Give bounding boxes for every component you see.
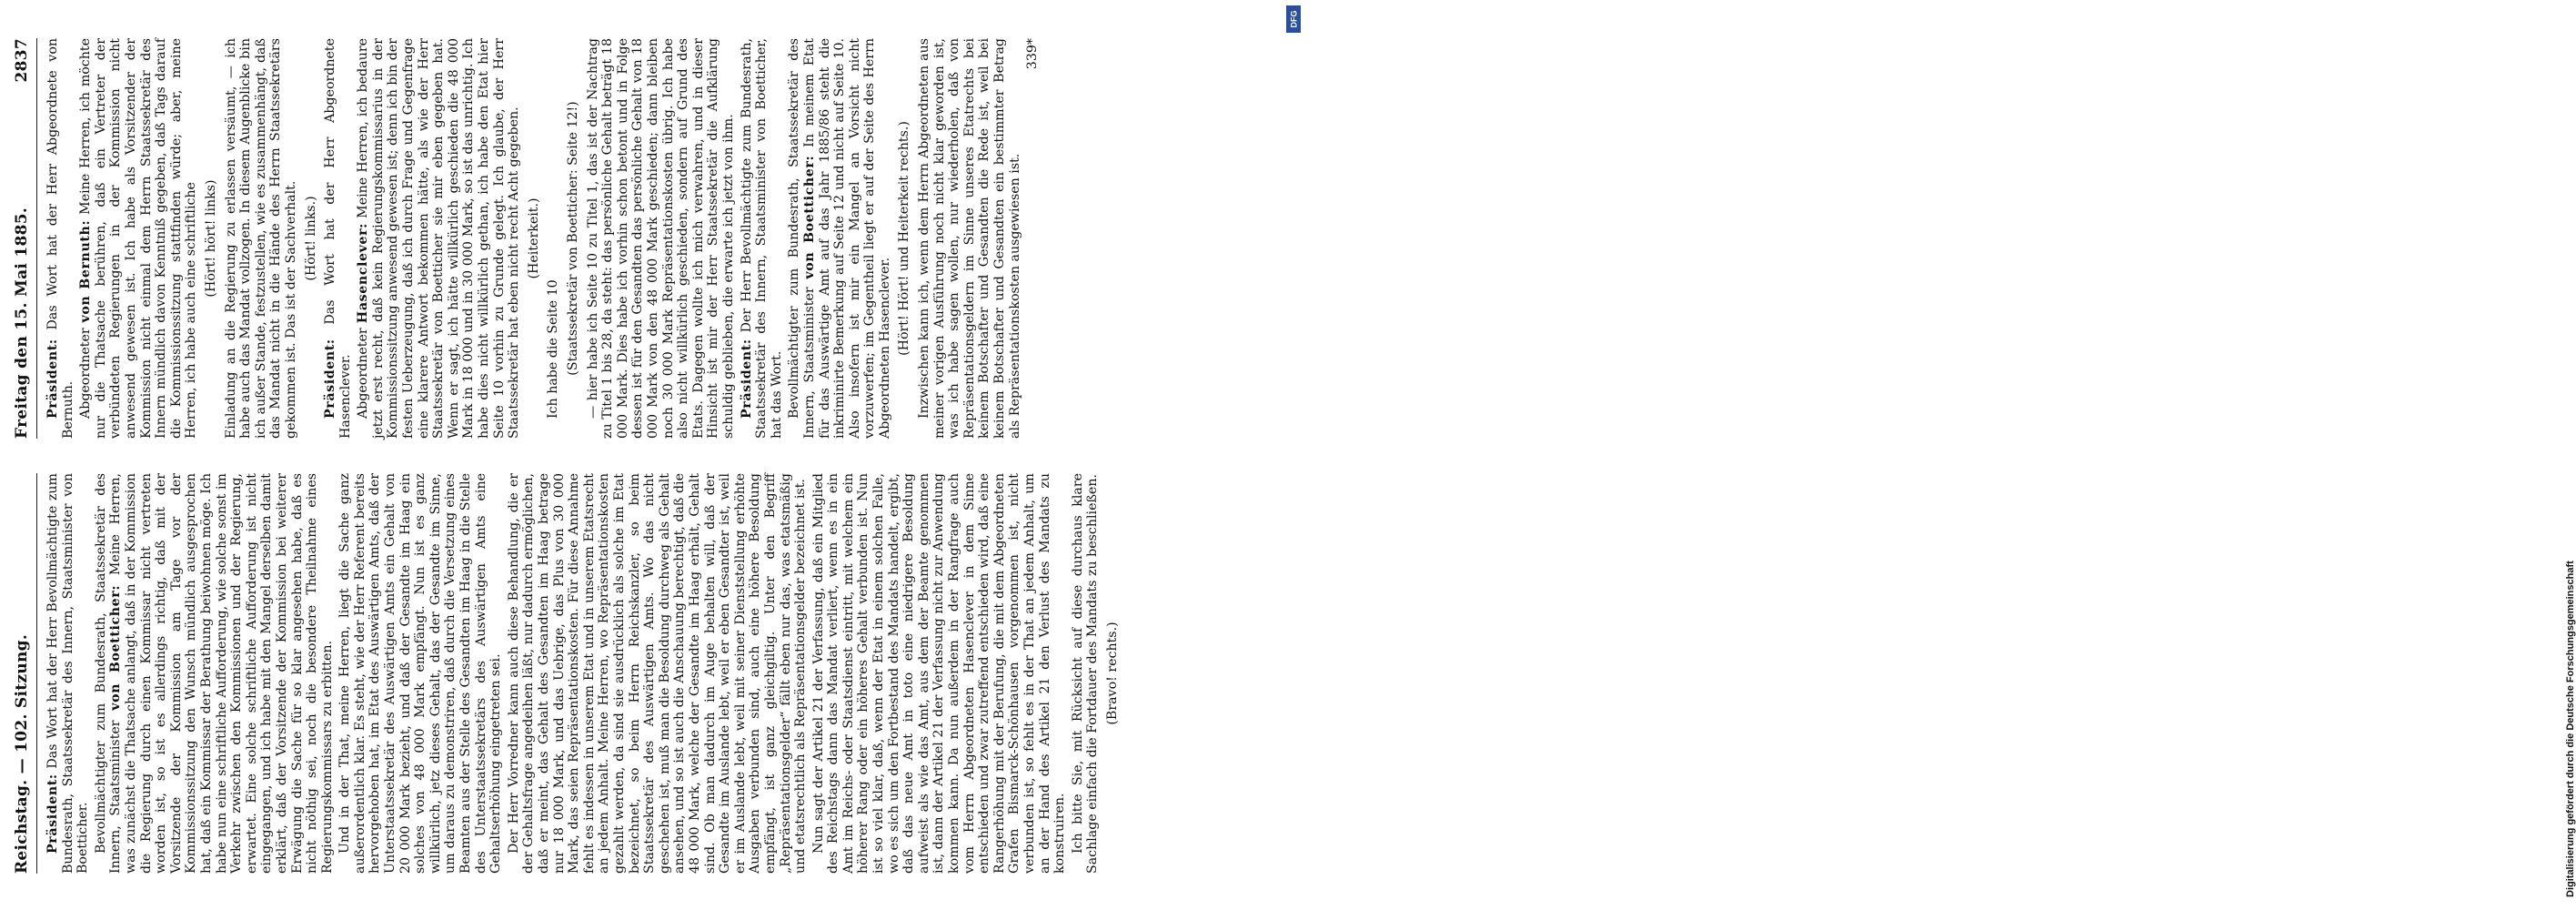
paragraph: Inzwischen kann ich, wenn dem Herrn Abgeordneten aus meiner vorigen Ausführung noch nicht klar geworden ist, was ich habe sagen wollen, nur wiederholen, daß von Repräsentationsgeldern im Sinne unseres Etatrechts bei keinem Botschafter und Gesandten die Rede ist, weil bei keinem Botschafter und Gesandten ein bestimmter Betrag als Repräsentationskosten ausgewiesen ist. [917, 38, 1022, 439]
speech-text: Der Herr Bevollmächtigte zum Bundesrath, Staatssekretär des Innern, Staatsminister von Boetticher, hat das Wort. [739, 38, 784, 439]
speaker-name: Hasenclever: [356, 223, 371, 324]
reaction: (Hört! hört! links) [203, 179, 218, 298]
page-number: 2837 [13, 38, 31, 83]
speech-text: Das Wort hat der Herr Abgeordnete Hasenclever. [323, 38, 353, 439]
dfg-logo-text: DFG [1289, 10, 1298, 28]
speech-text: Bevollmächtigter zum Bundesrath, Staatssekretär des Innern, Staatsminister [787, 38, 817, 439]
digitization-note: Digitalisierung gefördert durch die Deutsche Forschungsgemeinschaft [2565, 561, 2576, 897]
paragraph: Nun sagt der Artikel 21 der Verfassung, daß ein Mitglied des Reichstags dann das Mandat verliert, wenn es in ein Amt im Reichs- oder Staatsdienst eintritt, mit welchem ein höherer Rang oder ein höheres Gehalt verbunden ist. Nun ist so viel klar, daß, wenn der Etat in einem solchen Falle, wo es sich um den Fortbestand des Mandats handelt, ergibt, daß das neue Amt in toto eine niedrigere Besoldung aufweist als wie das Amt, aus dem der Beamte genommen ist, dann der Artikel 21 der Verfassung nicht zur Anwendung kommen kann. Da nun außerdem in der Rangfrage auch vom Herrn Abgeordneten Hasenclever in dem Sinne entschieden und zwar zutreffend entschieden wird, daß eine Rangerhöhung mit der Berufung, die mit dem Abgeordneten Grafen Bismarck-Schönhausen vorgenommen ist, nicht verbunden ist, so fehlt es in der That an jedem Anhalt, um an der Hand des Artikel 21 den Verlust des Mandats zu konstruiren. [810, 473, 1068, 874]
paragraph [787, 38, 892, 439]
digitization-strip [1272, 0, 2576, 910]
rotated-page [0, 0, 1283, 910]
dfg-logo [1286, 5, 1301, 33]
signature-mark: 339* [1025, 38, 1041, 70]
speech-text: Das Wort hat der Herr Abgeordnete von Bernuth. [45, 37, 75, 439]
header-rule-right [36, 38, 37, 439]
paragraph [356, 38, 522, 439]
speech-text: Das Wort hat der Herr Bevollmächtigte zum Bundesrath, Staatssekretär des Innern, Staatsminister von Boetticher. [45, 472, 91, 874]
paragraph: — hier habe ich Seite 10 zu Titel 1, das ist der Nachtrag zu Titel 1 bis 28, da steht: das persönliche Gehalt beträgt 18 000 Mark. Dies habe ich vorhin schon betont und in Folge dessen ist für den Gesandten das persönliche Gehalt von 18 000 Mark von den 48 000 Mark geschieden; dann bleiben noch 30 000 Mark Repräsentationskosten übrig. Ich habe also nicht willkürlich geschieden, sondern auf Grund des Etats. Dagegen wollte ich mich verwahren, und in dieser Hinsicht ist mir der Herr Staatssekretär die Aufklärung schuldig geblieben, die erwarte ich jetzt von ihm. [585, 38, 736, 439]
paragraph: Ich bitte Sie, mit Rücksicht auf diese durchaus klare Sachlage einfach die Fortdauer des Mandats zu beschließen. [1070, 473, 1101, 874]
speaker-name: von Boetticher: [108, 584, 124, 711]
speech-text: Abgeordneter [78, 328, 94, 419]
paragraph [45, 473, 91, 874]
paragraph [94, 473, 336, 874]
header-rule-left [36, 473, 37, 874]
paragraph [323, 38, 353, 439]
speech-text: Abgeordneter [356, 328, 371, 419]
header-left: Reichstag. — 102. Sitzung. [13, 633, 31, 874]
speech-text: In meinem Etat für das Auswärtige Amt auf das Jahr 1885/86 steht die inkriminirte Bemerkung auf Seite 12 und nicht auf Seite 10. Also insofern ist mir ein Mangel an Vorsicht nicht vorzuwerfen; im Gegentheil liegt er auf der Seite des Herrn Abgeordneten Hasenclever. [801, 38, 892, 439]
column-left [45, 473, 1125, 874]
reaction: (Staatssekretär von Boetticher: Seite 12!) [566, 101, 580, 376]
speech-text: Meine Herren, was zunächst die Thatsache anlangt, daß in der Kommission die Regierung durch einen Kommissar nicht vertreten worden ist, so ist es allerdings richtig, daß mit der Vorsitzende der Kommission am Tage vor der Kommissionssitzung den Wunsch mündlich ausgesprochen hat, daß ein Kommissar der Berathung beiwohnen möge. Ich habe nun eine schriftliche Aufforderung, wie solche sonst im Verkehr zwischen den Kommissionen und der Regierung, erwartet. Eine solche schriftliche Aufforderung ist nicht eingegangen, und ich habe mit den Mangel derselben damit erklärt, daß der Vorsitzende der Kommission bei weiterer Erwägung die Sache für so klar angesehen habe, daß es nicht nöthig sei, noch die besondere Theilnahme eines Regierungskommissars zu erbitten. [108, 473, 335, 874]
reaction: (Bravo! rechts.) [1104, 622, 1120, 725]
paragraph: Der Herr Vorredner kann auch diese Behandlung, die er der Gehaltsfrage angedeihen läßt, nur dadurch ermöglichen, daß er meint, das Gehalt des Gesandten im Haag betrage nur 18 000 Mark, und das Uebrige, das Plus von 30 000 Mark, das seien Repräsentationskosten. Für diese Annahme fehlt es indessen in unserem Etat und in unserem Etatsrecht an jedem Anhalt. Meine Herren, wo Repräsentationskosten gezahlt werden, da sind sie ausdrücklich als solche im Etat bezeichnet, so beim Herrn Reichskanzler, so beim Staatssekretär des Auswärtigen Amts. Wo das nicht geschehen ist, muß man die Besoldung durchweg als Gehalt ansehen, und so ist auch die Anschauung berechtigt, daß die 48 000 Mark, welche der Gesandte im Haag erhält, Gehalt sind. Ob man dadurch im Auge behalten will, daß der Gesandte im Auslande lebt, weil er eben Gesandter ist, weil er im Auslande lebt, weil mit seiner Dienststellung erhöhte Ausgaben verbunden sind, auch eine höhere Besoldung empfängt, ist ganz gleichgiltig. Unter den Begriff „Repräsentationsgelder“ fällt eben nur das, was etatsmäßig und etatsrechtlich als Repräsentationsgelder bezeichnet ist. [506, 473, 809, 874]
paragraph [78, 38, 199, 439]
speaker-name: Präsident: [45, 774, 60, 854]
header-date: Freitag den 15. Mai 1885. [13, 207, 31, 439]
paragraph: Und in der That, meine Herren, liegt die Sache ganz außerordentlich klar. Es steht, wie der Herr Referent bereits hervorgehoben hat, im Etat des Auswärtigen Amts, daß der Unterstaatssekretär des Auswärtigen Amts ein Gehalt von 20 000 Mark bezieht, und daß der Gesandte im Haag ein solches von 48 000 Mark empfängt. Nun ist es ganz willkürlich, jetz dieses Gehalt, das der Gesandte im Sinne, um daraus zu demonstriren, daß durch die Versetzung eines Beamten aus der Stelle des Gesandten im Haag in die Stelle des Unterstaatssekretärs des Auswärtigen Amts eine Gehaltserhöhung eingetreten sei. [337, 473, 504, 874]
speaker-name: von Bernuth: [78, 219, 94, 323]
speaker-name: Präsident: [739, 339, 754, 419]
speaker-name: von Boetticher: [801, 155, 817, 279]
speaker-name: Präsident: [323, 339, 338, 419]
column-right [45, 38, 1043, 439]
reaction: (Heiterkeit.) [526, 197, 541, 279]
speech-text: Bevollmächtigter zum Bundesrath, Staatssekretär des Innern, Staatsminister [93, 473, 124, 874]
reaction: (Hört! Hört! und Heiterkeit rechts.) [897, 121, 912, 356]
paragraph [45, 38, 75, 439]
paragraph: Einladung an die Regierung zu erlassen versäumt, — ich habe auch das Mandat vollzogen. In diesem Augenblicke bin ich außer Stande, festzustellen, wie es zusammenhängt, daß das Mandat nicht in die Hände des Herrn Staatssekretärs gekommen ist. Das ist der Sachverhalt. [223, 38, 298, 439]
reaction: (Hört! links.) [303, 196, 318, 281]
speech-text: Meine Herren, ich möchte nur die Thatsache berühren, daß ein Vertreter der verbündeten Regierungen in der Kommission nicht anwesend gewesen ist. Ich habe als Vorsitzender der Kommission nicht einmal dem Herrn Staatssekretär des Innern mündlich davon Kenntniß gegeben, daß Tags darauf die Kommissionssitzung stattfinden würde; aber, meine Herren, ich habe auch eine schriftliche [78, 38, 199, 439]
paragraph [740, 38, 785, 439]
speaker-name: Präsident: [45, 339, 60, 419]
paragraph: Ich habe die Seite 10 [546, 279, 561, 419]
speech-text: Meine Herren, ich bedaure jetzt erst recht, daß kein Regierungskommissarius in der Kommissionssitzung anwesend gewesen ist; denn ich bin der festen Ueberzeugung, daß ich durch Frage und Gegenfrage eine klarere Antwort bekommen hätte, als wie der Herr Staatssekretär von Boetticher sie mir eben gegeben hat. Wenn er sagt, ich hätte willkürlich geschieden die 48 000 Mark in 18 000 und in 30 000 Mark, so ist das unrichtig. Ich habe dies nicht willkürlich gethan, ich habe den Etat hier Seite 10 vorhin zu Grunde gelegt. Ich glaube, der Herr Staatssekretär hat eben nicht recht Acht gegeben. [356, 37, 522, 439]
